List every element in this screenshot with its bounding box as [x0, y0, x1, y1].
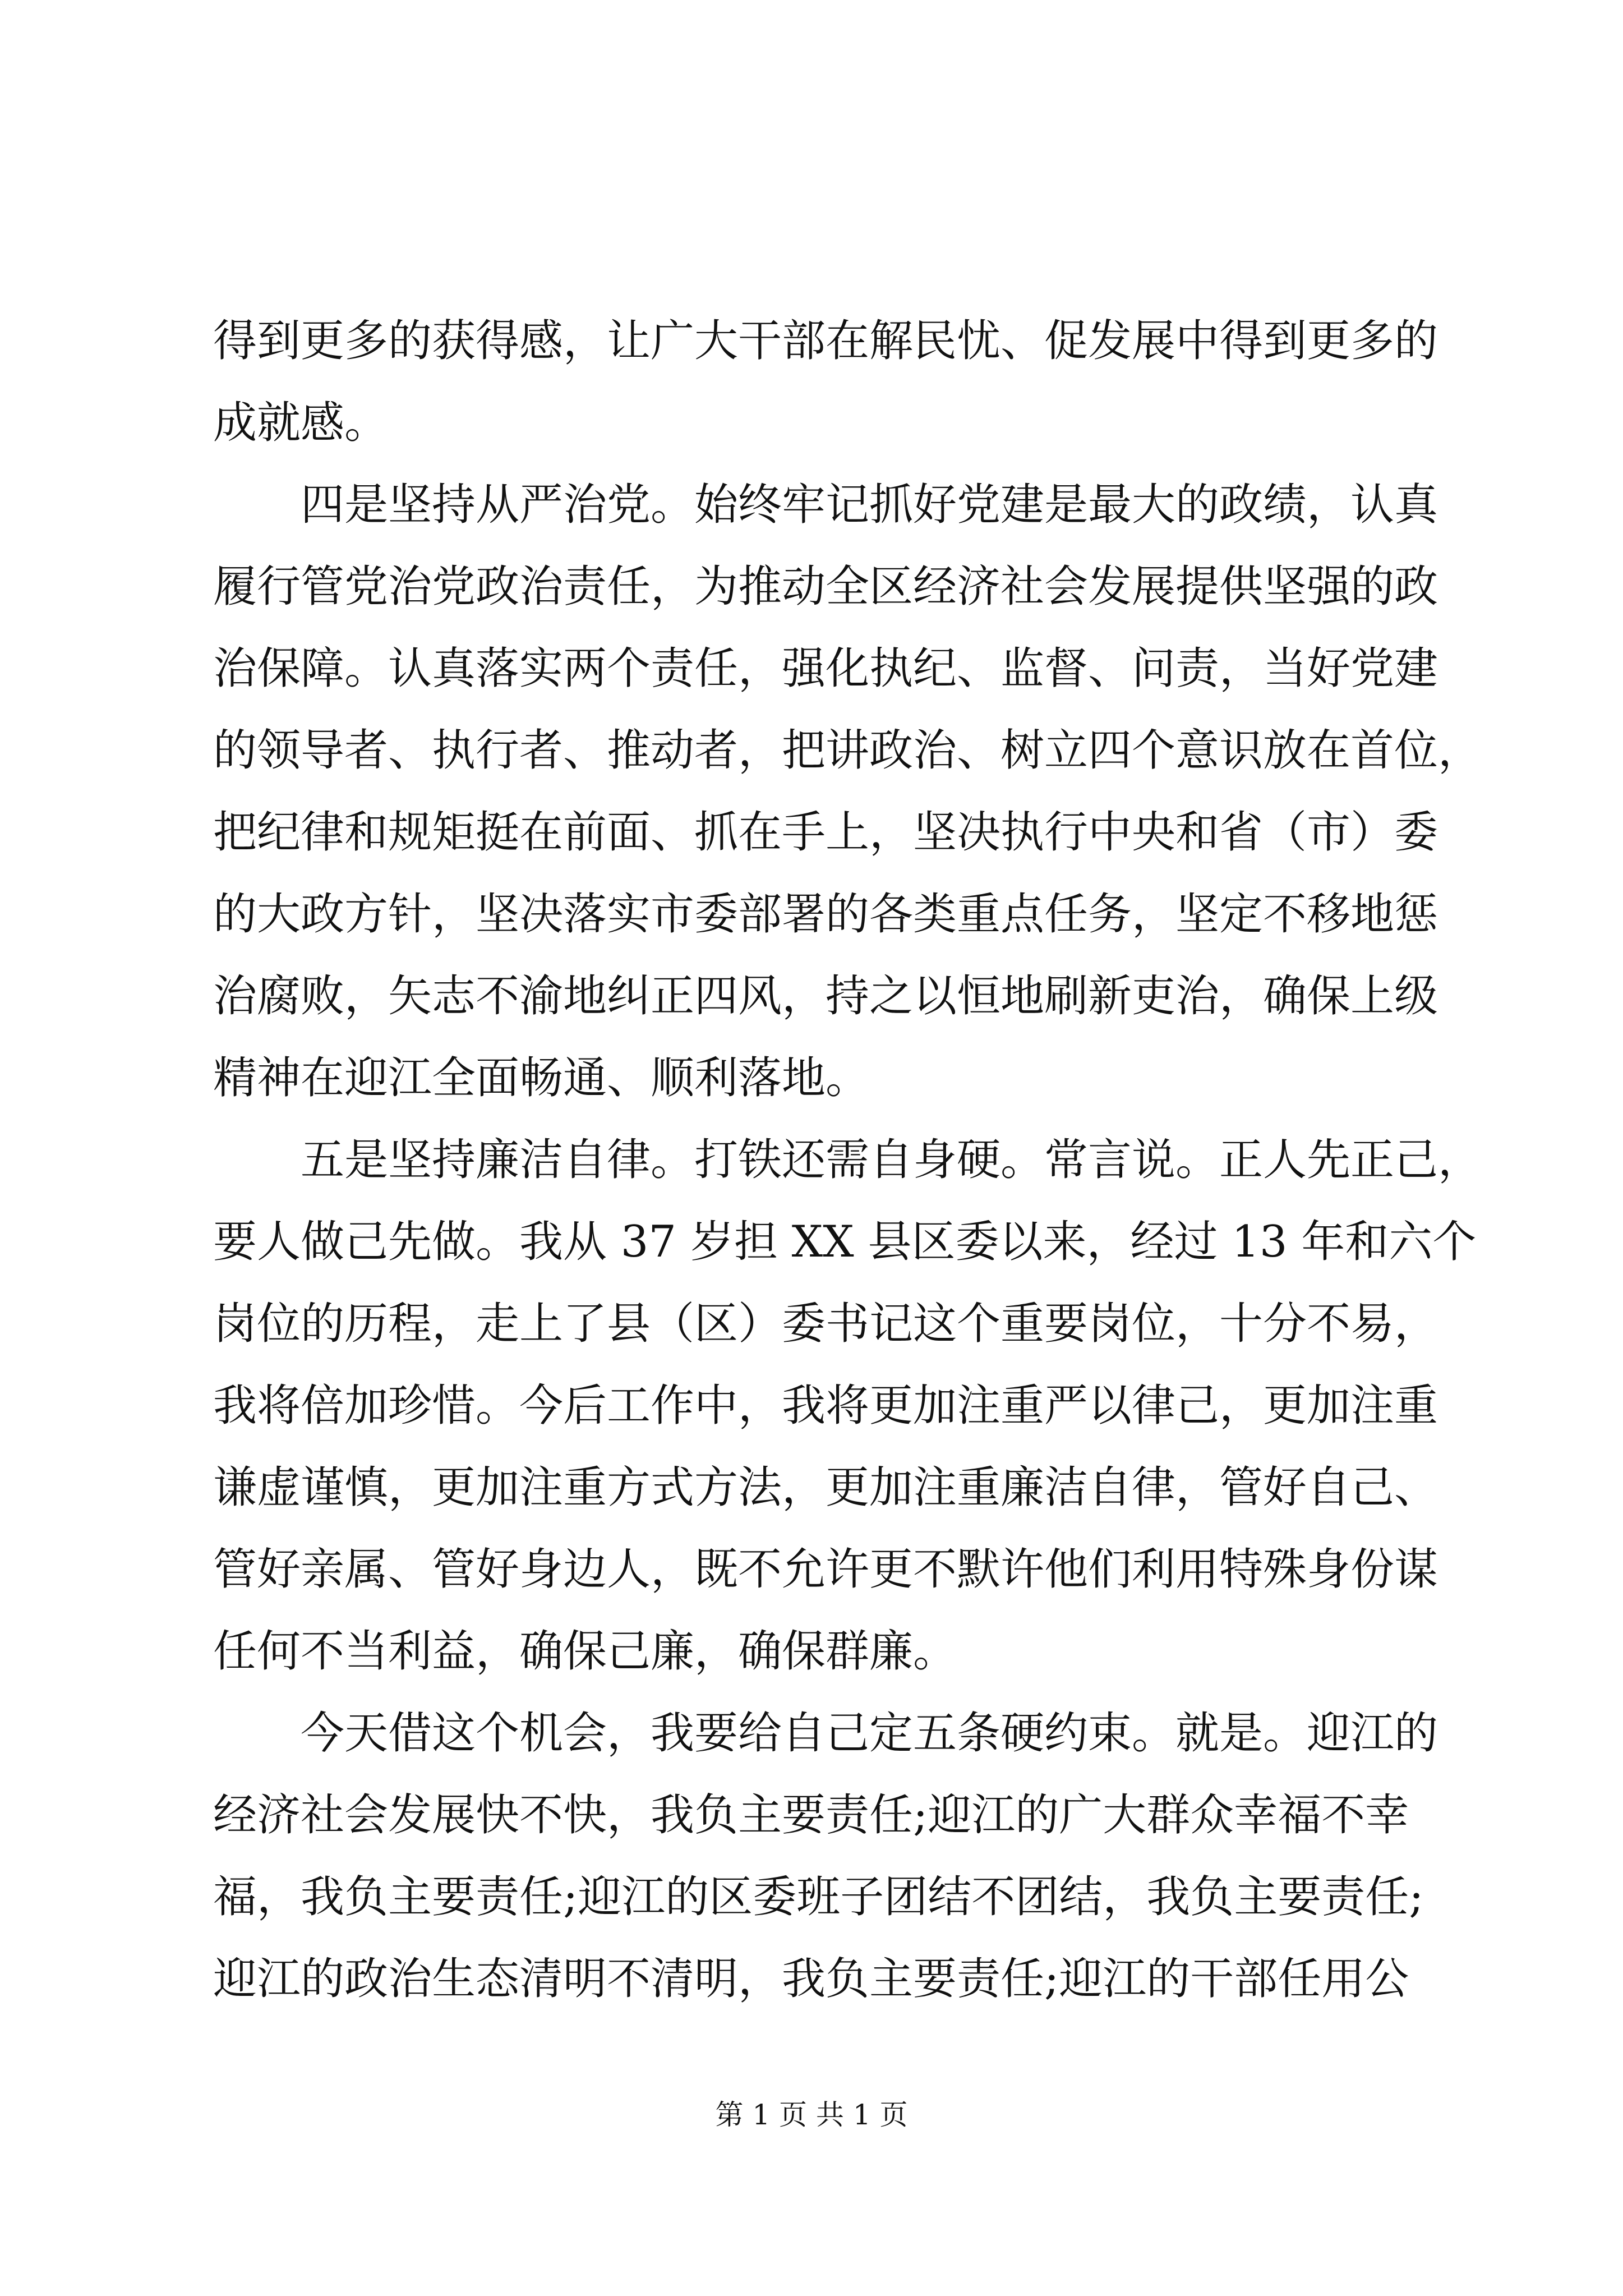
- text-line: 要人做己先做。我从 37 岁担 XX 县区委以来，经过 13 年和六个: [213, 1217, 1477, 1267]
- text-line: 精神在迎江全面畅通、顺利落地。: [213, 1053, 870, 1103]
- text-line: 管好亲属、管好身边人，既不允许更不默许他们利用特殊身份谋: [213, 1544, 1438, 1595]
- text-line: 任何不当利益，确保己廉，确保群廉。: [213, 1626, 957, 1677]
- text-line: 今天借这个机会，我要给自己定五条硬约束。就是。迎江的: [213, 1708, 1438, 1759]
- text-line: 治腐败，矢志不渝地纠正四风，持之以恒地刷新吏治，确保上级: [213, 971, 1438, 1022]
- body-text: [213, 300, 1482, 2020]
- text-line: 福，我负主要责任;迎江的区委班子团结不团结，我负主要责任;: [213, 1872, 1424, 1922]
- text-line: 我将倍加珍惜。今后工作中，我将更加注重严以律己，更加注重: [213, 1381, 1438, 1431]
- text-line: 得到更多的获得感，让广大干部在解民忧、促发展中得到更多的: [213, 316, 1438, 366]
- text-line: 四是坚持从严治党。始终牢记抓好党建是最大的政绩，认真: [213, 480, 1438, 530]
- text-line: 岗位的历程，走上了县（区）委书记这个重要岗位，十分不易，: [213, 1299, 1438, 1349]
- text-line: 的领导者、执行者、推动者，把讲政治、树立四个意识放在首位，: [213, 725, 1482, 776]
- text-line: 经济社会发展快不快，我负主要责任;迎江的广大群众幸福不幸: [213, 1790, 1409, 1841]
- text-line: 谦虚谨慎，更加注重方式方法，更加注重廉洁自律，管好自己、: [213, 1462, 1438, 1513]
- page-number-label: 第 1 页 共 1 页: [715, 2099, 908, 2131]
- text-line: 的大政方针，坚决落实市委部署的各类重点任务，坚定不移地惩: [213, 889, 1438, 940]
- page-footer: [0, 2098, 1623, 2132]
- text-line: 治保障。认真落实两个责任，强化执纪、监督、问责，当好党建: [213, 643, 1438, 694]
- text-line: 把纪律和规矩挺在前面、抓在手上，坚决执行中央和省（市）委: [213, 807, 1438, 858]
- text-line: 五是坚持廉洁自律。打铁还需自身硬。常言说。正人先正己，: [213, 1135, 1482, 1185]
- text-line: 迎江的政治生态清明不清明，我负主要责任;迎江的干部任用公: [213, 1954, 1409, 2004]
- text-line: 履行管党治党政治责任，为推动全区经济社会发展提供坚强的政: [213, 562, 1438, 612]
- text-line: 成就感。: [213, 398, 389, 448]
